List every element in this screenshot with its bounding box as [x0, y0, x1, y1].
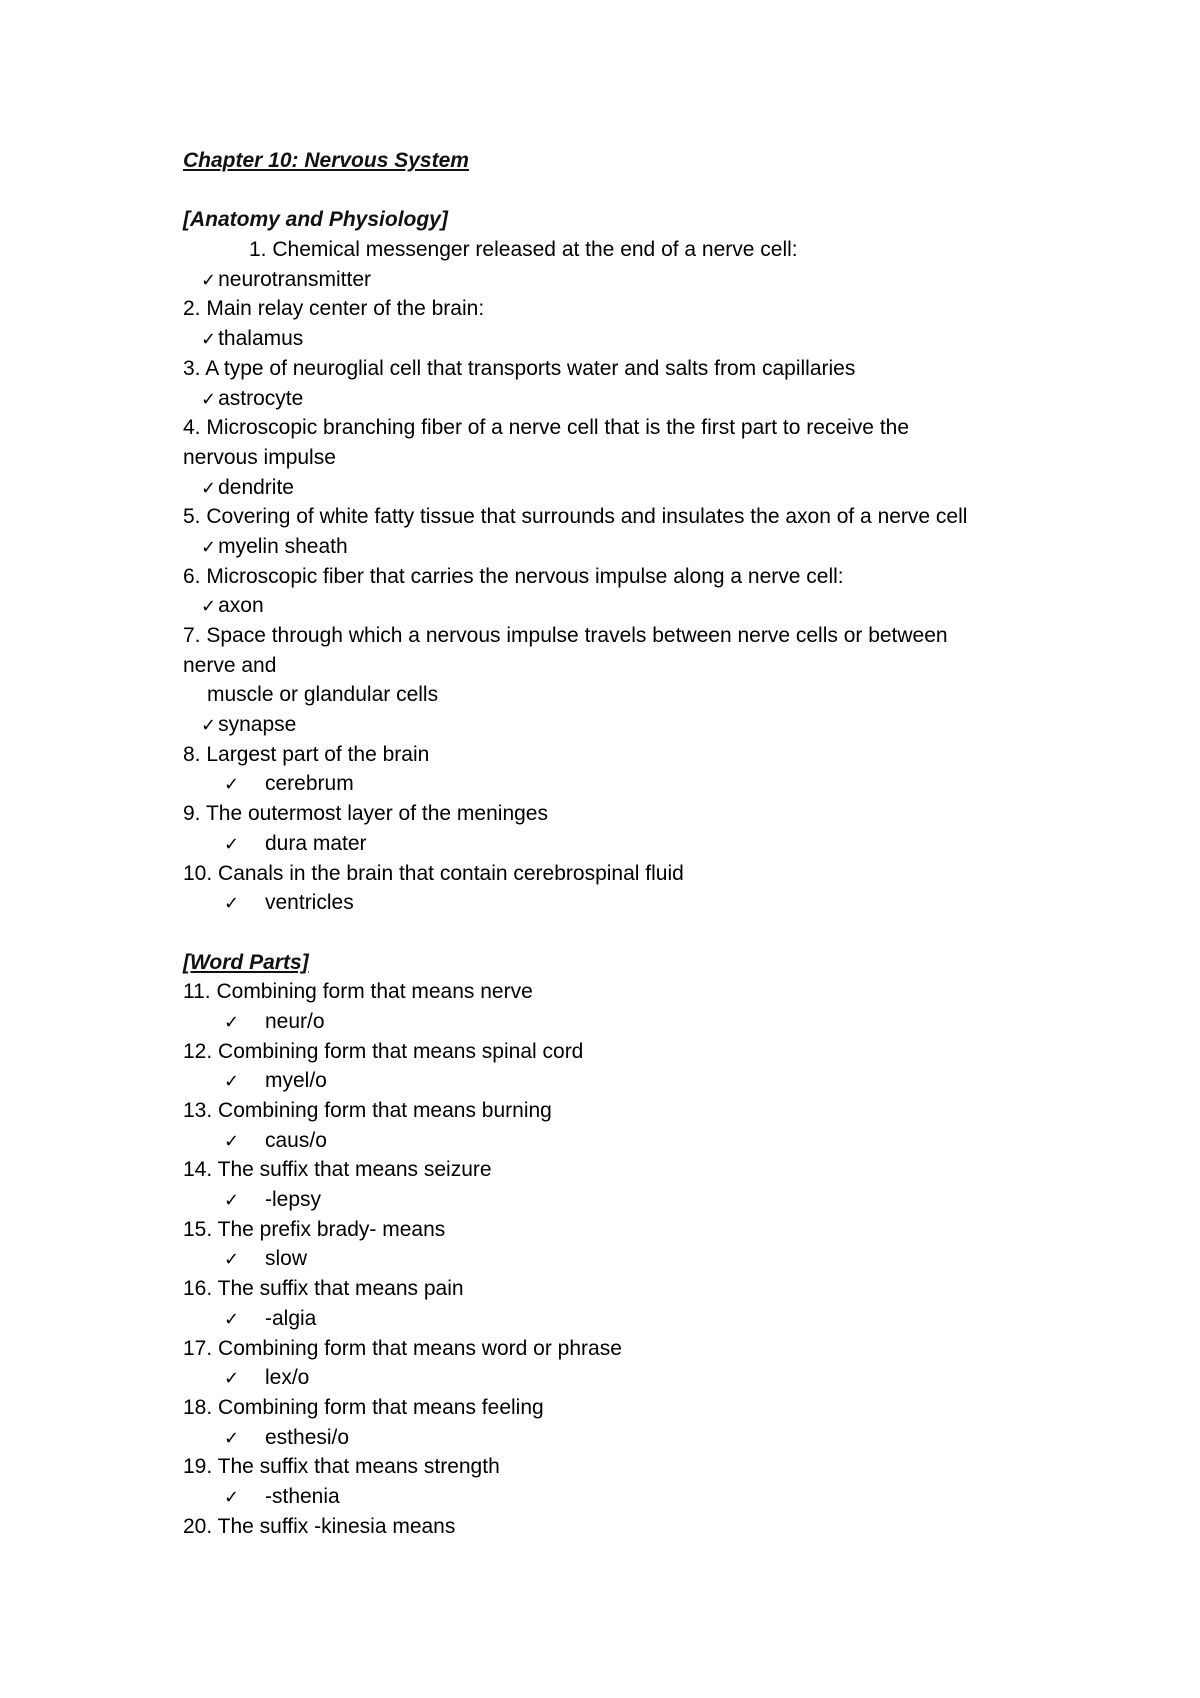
question-6: 6. Microscopic fiber that carries the nervous impulse along a nerve cell:	[183, 564, 844, 588]
question-1: 1. Chemical messenger released at the end of a nerve cell:	[249, 238, 798, 262]
answer-13	[183, 1126, 1043, 1156]
question-13: 13. Combining form that means burning	[183, 1099, 552, 1122]
answer-text: slow	[265, 1247, 308, 1271]
question-3: 3. A type of neuroglial cell that transports water and salts from capillaries	[183, 356, 856, 380]
question-15: 15. The prefix brady- means	[183, 1217, 446, 1241]
question-12: 12. Combining form that means spinal cord	[183, 1039, 584, 1063]
answer-text: cerebrum	[265, 772, 354, 796]
check-icon: ✓	[201, 269, 217, 291]
answer-text: -algia	[265, 1306, 317, 1330]
check-icon: ✓	[224, 1486, 240, 1508]
check-icon: ✓	[201, 596, 217, 618]
check-icon: ✓	[224, 1368, 240, 1390]
answer-9	[183, 829, 1043, 859]
check-icon: ✓	[201, 388, 217, 410]
question-9: 9. The outermost layer of the meninges	[183, 802, 548, 826]
question-8: 8. Largest part of the brain	[183, 742, 430, 766]
answer-text: axon	[218, 594, 264, 618]
question-11: 11. Combining form that means nerve	[183, 980, 533, 1004]
answer-text: lex/o	[265, 1366, 310, 1390]
answer-2	[183, 324, 1043, 354]
answer-3	[183, 384, 1043, 414]
answer-18	[183, 1423, 1043, 1453]
question-10: 10. Canals in the brain that contain cerebrospinal fluid	[183, 861, 684, 885]
question-2: 2. Main relay center of the brain:	[183, 297, 485, 321]
question-16: 16. The suffix that means pain	[183, 1277, 464, 1301]
answer-15	[183, 1244, 1043, 1274]
question-18: 18. Combining form that means feeling	[183, 1395, 544, 1419]
section-heading-word-parts: [Word Parts]	[183, 950, 309, 974]
question-5: 5. Covering of white fatty tissue that surrounds and insulates the axon of a nerve cell	[183, 505, 968, 529]
question-7-continued: nerve and	[183, 653, 277, 677]
answer-8	[183, 769, 1043, 799]
check-icon: ✓	[201, 715, 217, 737]
answer-text: astrocyte	[218, 386, 304, 410]
question-19: 19. The suffix that means strength	[183, 1455, 500, 1479]
check-icon: ✓	[201, 536, 217, 558]
check-icon: ✓	[224, 1308, 240, 1330]
question-7: 7. Space through which a nervous impulse travels between nerve cells or between	[183, 624, 948, 647]
spacer	[183, 918, 1043, 948]
check-icon: ✓	[224, 1427, 240, 1449]
answer-text: neurotransmitter	[218, 267, 371, 291]
answer-text: myelin sheath	[218, 534, 348, 558]
answer-text: myel/o	[265, 1069, 327, 1093]
answer-14	[183, 1185, 1043, 1215]
check-icon: ✓	[224, 774, 240, 796]
answer-text: -sthenia	[265, 1484, 340, 1508]
answer-text: thalamus	[218, 327, 304, 351]
answer-text: ventricles	[265, 891, 354, 915]
answer-4	[183, 473, 1043, 503]
question-17: 17. Combining form that means word or phrase	[183, 1336, 622, 1360]
question-7-continued: muscle or glandular cells	[207, 683, 439, 707]
answer-19	[183, 1482, 1043, 1512]
check-icon: ✓	[224, 1130, 240, 1152]
answer-text: esthesi/o	[265, 1425, 350, 1449]
spacer	[183, 176, 1043, 206]
answer-10	[183, 888, 1043, 918]
question-4-continued: nervous impulse	[183, 445, 336, 469]
question-14: 14. The suffix that means seizure	[183, 1158, 492, 1182]
question-20: 20. The suffix -kinesia means	[183, 1514, 456, 1538]
check-icon: ✓	[224, 1011, 240, 1033]
answer-1	[183, 265, 1043, 295]
check-icon: ✓	[224, 1249, 240, 1271]
answer-7	[183, 710, 1043, 740]
answer-text: synapse	[218, 713, 297, 737]
chapter-title: Chapter 10: Nervous System	[183, 149, 469, 172]
section-heading-anatomy: [Anatomy and Physiology]	[183, 208, 448, 232]
answer-text: neur/o	[265, 1009, 325, 1033]
question-4: 4. Microscopic branching fiber of a nerve cell that is the first part to receive the	[183, 416, 910, 440]
answer-12	[183, 1066, 1043, 1096]
answer-16	[183, 1304, 1043, 1334]
answer-text: caus/o	[265, 1128, 327, 1152]
check-icon: ✓	[224, 1071, 240, 1093]
check-icon: ✓	[224, 1190, 240, 1212]
document-body	[183, 146, 1043, 1541]
answer-11	[183, 1007, 1043, 1037]
answer-17	[183, 1363, 1043, 1393]
answer-text: dendrite	[218, 475, 294, 499]
check-icon: ✓	[201, 329, 217, 351]
answer-text: dura mater	[265, 831, 367, 855]
answer-6	[183, 591, 1043, 621]
check-icon: ✓	[224, 833, 240, 855]
answer-5	[183, 532, 1043, 562]
answer-text: -lepsy	[265, 1188, 322, 1212]
check-icon: ✓	[224, 893, 240, 915]
check-icon: ✓	[201, 477, 217, 499]
